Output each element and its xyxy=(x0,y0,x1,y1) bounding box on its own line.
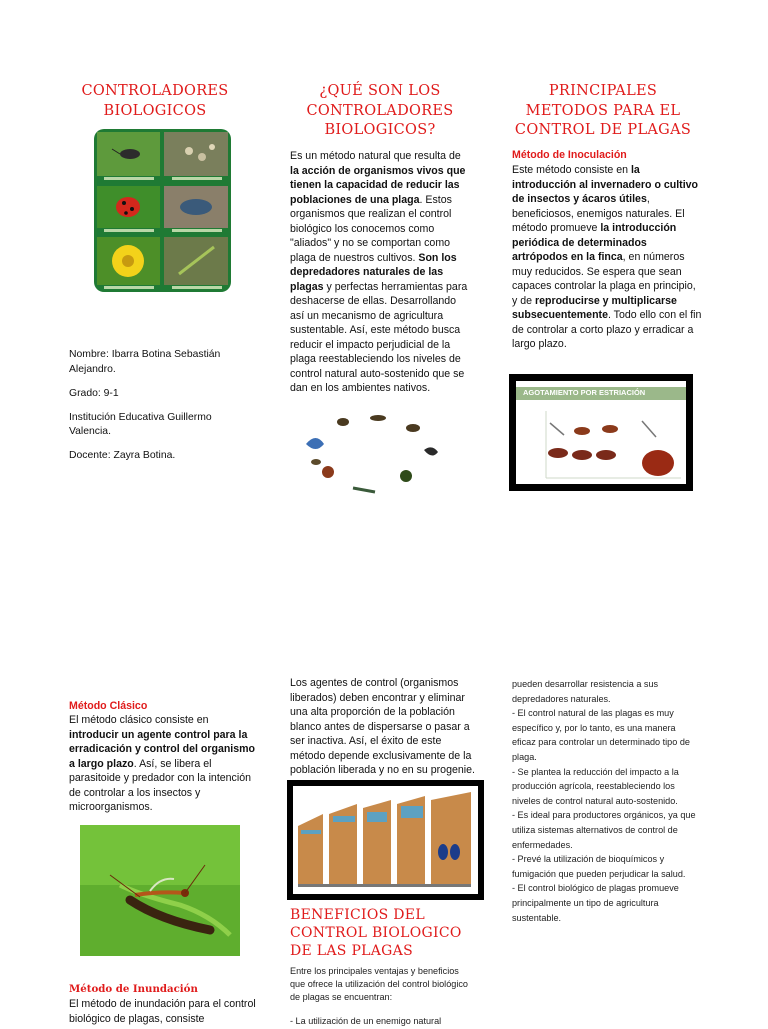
text-run: . Todo ello con el fin de controlar a corto plazo y erradicar a largo plazo. xyxy=(512,309,702,350)
text-run-bold: Son los depredadores naturales de las plagas xyxy=(290,251,457,293)
text-run: El método clásico consiste en xyxy=(69,714,209,726)
text-run-bold: la introducción periódica de determinados artrópodos en la finca xyxy=(512,222,677,263)
agents-paragraph: Los agentes de control (organismos liberados) deben encontrar y eliminar una alta proporción de la población blanco antes de dispersarse o pasar a ser inactiva. Así, el éxito de este método depende exclusivamente de la población liberada y no en su progenie. xyxy=(290,677,475,776)
flooding-paragraph: El método de inundación para el control biológico de plagas, consiste xyxy=(69,998,256,1025)
insects-collage-image xyxy=(94,129,231,292)
classic-paragraph xyxy=(69,713,257,815)
institution: Institución Educativa Guillermo Valencia. xyxy=(69,411,212,437)
grade: Grado: 9-1 xyxy=(69,387,119,399)
text-run: Este método consiste en xyxy=(512,164,631,176)
text-run: , en números muy reducidos. Se espera que sean capaces controlar la plaga en principio, y de xyxy=(512,251,696,307)
list-item: - El control natural de las plagas es muy específico y, por lo tanto, es una manera eficaz para controlar un determinado tipo de plaga. xyxy=(512,708,690,762)
definition-paragraph xyxy=(290,149,470,396)
author-info xyxy=(69,348,239,473)
list-item: - Es ideal para productores orgánicos, ya que utiliza sistemas alternativos de control de enfermedades. xyxy=(512,810,696,850)
teacher: Docente: Zayra Botina. xyxy=(69,450,176,461)
figure-title: AGOTAMIENTO POR ESTRIACIÓN xyxy=(523,388,646,397)
text-run-bold: la introducción al invernadero o cultivo de insectos y ácaros útiles xyxy=(512,164,699,205)
text-run: , beneficiosos, enemigos naturales. El método promueve xyxy=(512,193,685,234)
benefits-list xyxy=(512,677,700,925)
text-run: y perfectas herramientas para deshacerse de ellas. Desarrollando así un mecanismo de agricultura sustentable. Así, este método busca reducir el impacto perjudicial de la plaga reestableciendo los niveles de control natural auto-sostenido que se dan en los ambientes nativos. xyxy=(290,280,468,394)
inoculation-paragraph xyxy=(512,163,702,352)
list-item: - Se plantea la reducción del impacto a la producción agrícola, reestableciendo los niveles de control natural auto-sostenido. xyxy=(512,766,679,806)
insects-circle-image xyxy=(298,410,448,500)
list-item: - El control biológico de plagas promueve principalmente un tipo de agricultura sustentable. xyxy=(512,883,679,923)
text-run-bold: introducir un agente control para la erradicación y control del organismo a largo plazo xyxy=(69,728,256,770)
author-name: Nombre: Ibarra Botina Sebastián Alejandro. xyxy=(69,349,221,375)
section-title-what-are: ¿QUÉ SON LOS CONTROLADORES BIOLOGICOS? xyxy=(306,83,454,138)
benefit-item-first: - La utilización de un enemigo natural xyxy=(290,1016,442,1026)
subhead-inoculation: Método de Inoculación xyxy=(512,149,627,161)
text-run: . Estos organismos que realizan el control biológico los conocemos como "aliados" y no se comportan como plaga de nuestros cultivos. xyxy=(290,193,452,264)
list-item: pueden desarrollar resistencia a sus depredadores naturales. xyxy=(512,679,659,704)
subhead-classic: Método Clásico xyxy=(69,700,148,712)
section-title-benefits: BENEFICIOS DEL CONTROL BIOLOGICO DE LAS PLAGAS xyxy=(290,907,462,959)
benefits-intro: Entre los principales ventajas y beneficios que ofrece la utilización del control biológico de plagas se encuentran: xyxy=(290,966,468,1003)
parasitoid-wasp-image xyxy=(80,825,240,956)
text-run: . Así, se libera el parasitoide y predador con la intención de controlar a los insectos y microorganismos. xyxy=(69,757,251,813)
release-diagram-image xyxy=(287,780,484,900)
text-run: Es un método natural que resulta de xyxy=(290,150,461,162)
list-item: - Prevé la utilización de bioquímicos y fumigación que pueden perjudicar la salud. xyxy=(512,854,686,879)
subhead-flooding: Método de Inundación xyxy=(69,983,198,995)
cover-title: CONTROLADORES BIOLOGICOS xyxy=(81,83,229,119)
text-run-bold: la acción de organismos vivos que tienen la capacidad de reducir las poblaciones de una plaga xyxy=(290,164,466,206)
text-run-bold: reproducirse y multiplicarse subsecuentemente xyxy=(512,294,677,321)
section-title-methods: PRINCIPALES METODOS PARA EL CONTROL DE PLAGAS xyxy=(514,83,692,138)
streak-depletion-figure xyxy=(509,374,693,491)
